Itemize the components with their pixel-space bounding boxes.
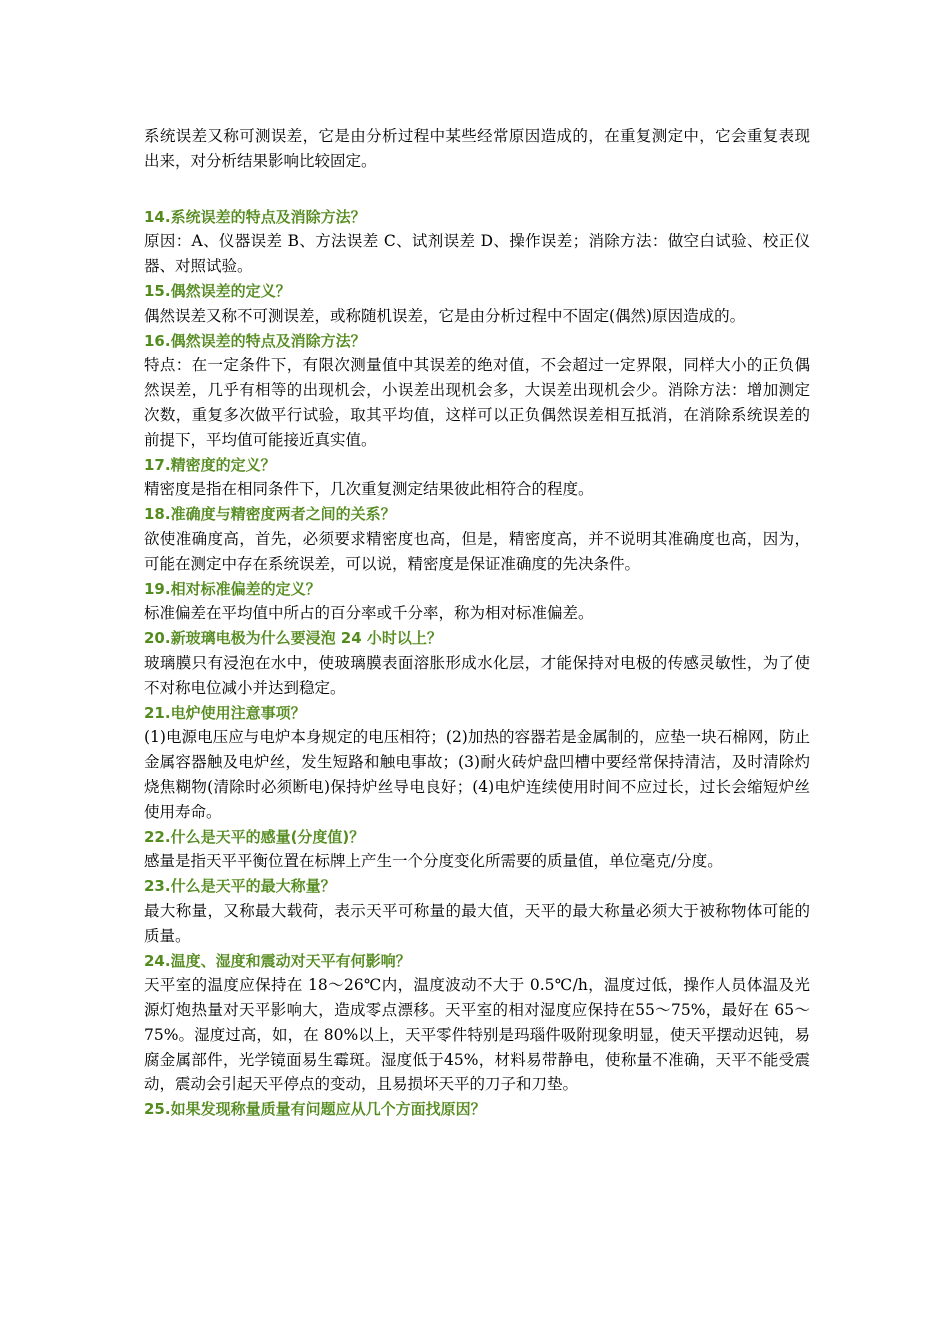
question-14: 14.系统误差的特点及消除方法？ [144, 207, 366, 226]
answer-18: 欲使准确度高，首先，必须要求精密度也高，但是，精密度高，并不说明其准确度也高，因为，可能在测定中存在系统误差，可以说，精密度是保证准确度的先决条件。 [144, 529, 810, 573]
question-20: 20.新玻璃电极为什么要浸泡 24 小时以上？ [144, 629, 442, 648]
question-19: 19.相对标准偏差的定义？ [144, 579, 321, 598]
answer-23: 最大称量，又称最大载荷，表示天平可称量的最大值，天平的最大称量必须大于被称物体可能的质量。 [144, 901, 810, 945]
answer-15: 偶然误差又称不可测误差，或称随机误差，它是由分析过程中不固定(偶然)原因造成的。 [144, 306, 746, 325]
question-17: 17.精密度的定义？ [144, 455, 276, 474]
answer-17: 精密度是指在相同条件下，几次重复测定结果彼此相符合的程度。 [144, 480, 594, 499]
answer-24: 天平室的温度应保持在 18～26℃内，温度波动不大于 0.5℃/h，温度过低，操作人员体温及光源灯炮热量对天平影响大，造成零点漂移。天平室的相对湿度应保持在55～75%，最好在 65～75%。湿度过高，如，在 80%以上，天平零件特别是玛瑙件吸附现象明显，使天平摆动迟钝，易腐金属部件，光学镜面易生霉斑。湿度低于45%，材料易带静电，使称量不准确，天平不能受震动，震动会引起天平停点的变动，且易损坏天平的刀子和刀垫。 [144, 976, 810, 1094]
answer-21: (1)电源电压应与电炉本身规定的电压相符；(2)加热的容器若是金属制的，应垫一块石棉网，防止金属容器触及电炉丝，发生短路和触电事故；(3)耐火砖炉盘凹槽中要经常保持清洁，及时清除灼烧焦糊物(清除时必须断电)保持炉丝导电良好；(4)电炉连续使用时间不应过长，过长会缩短炉丝使用寿命。 [144, 728, 810, 821]
question-23: 23.什么是天平的最大称量？ [144, 877, 336, 896]
question-18: 18.准确度与精密度两者之间的关系？ [144, 505, 396, 524]
document-body [144, 124, 810, 1122]
question-25: 25.如果发现称量质量有问题应从几个方面找原因？ [144, 1100, 486, 1119]
question-15: 15.偶然误差的定义？ [144, 281, 291, 300]
question-24: 24.温度、湿度和震动对天平有何影响？ [144, 951, 411, 970]
answer-22: 感量是指天平平衡位置在标牌上产生一个分度变化所需要的质量值，单位毫克/分度。 [144, 852, 723, 871]
question-21: 21.电炉使用注意事项？ [144, 703, 306, 722]
answer-16: 特点：在一定条件下，有限次测量值中其误差的绝对值，不会超过一定界限，同样大小的正负偶然误差，几乎有相等的出现机会，小误差出现机会多，大误差出现机会少。消除方法：增加测定次数，重复多次做平行试验，取其平均值，这样可以正负偶然误差相互抵消，在消除系统误差的前提下，平均值可能接近真实值。 [144, 356, 810, 449]
answer-20: 玻璃膜只有浸泡在水中，使玻璃膜表面溶胀形成水化层，才能保持对电极的传感灵敏性，为了使不对称电位减小并达到稳定。 [144, 653, 810, 697]
intro-paragraph: 系统误差又称可测误差，它是由分析过程中某些经常原因造成的，在重复测定中，它会重复表现出来，对分析结果影响比较固定。 [144, 127, 810, 170]
question-22: 22.什么是天平的感量(分度值)？ [144, 827, 365, 846]
answer-14: 原因：A、仪器误差 B、方法误差 C、试剂误差 D、操作误差；消除方法：做空白试验、校正仪器、对照试验。 [144, 232, 810, 276]
question-16: 16.偶然误差的特点及消除方法？ [144, 331, 366, 350]
answer-19: 标准偏差在平均值中所占的百分率或千分率，称为相对标准偏差。 [144, 604, 594, 623]
